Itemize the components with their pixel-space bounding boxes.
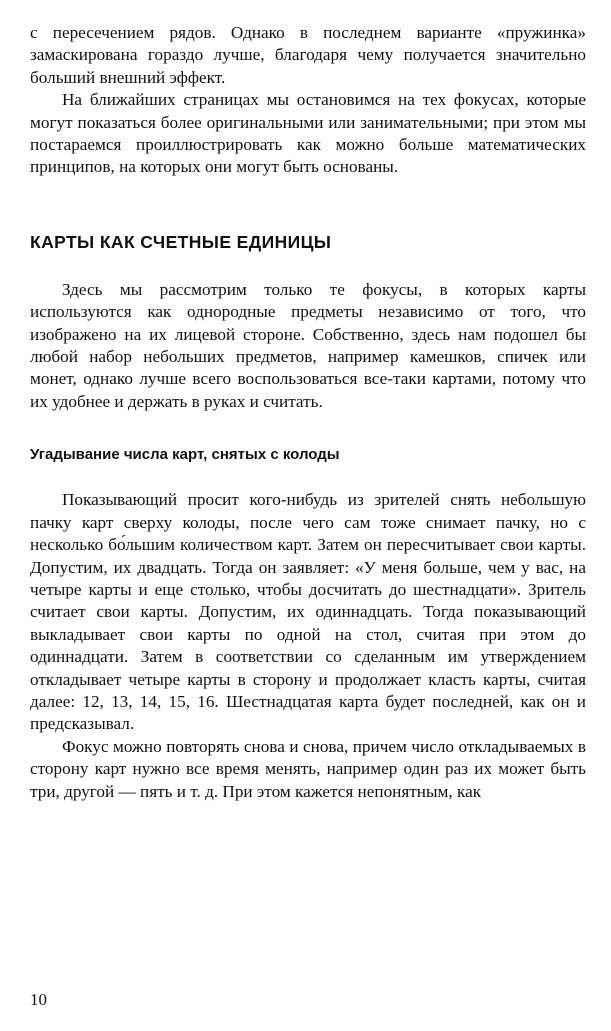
paragraph-continuation: с пересечением рядов. Однако в последнем варианте «пружинка» замаскирована гораздо лучше, благодаря чему получается значительно больший внешний эффект. [30, 23, 586, 87]
subsection-paragraph-2: Фокус можно повторять снова и снова, причем число откладываемых в сторону карт нужно все время менять, например один раз их может быть три, другой — пять и т. д. При этом кажется непонятным, как [30, 736, 586, 801]
paragraph-intro: На ближайших страницах мы остановимся на тех фокусах, которые могут показаться более оригинальными или занимательными; при этом мы постараемся проиллюстрировать как можно больше математических принципов, на которых они могут быть основаны. [30, 90, 586, 177]
page-number: 10 [30, 990, 47, 1009]
section-intro-paragraph: Здесь мы рассмотрим только те фокусы, в которых карты используются как однородные предметы независимо от того, что изображено на их лицевой стороне. Собственно, здесь нам подошел бы любой набор небольших предметов, например камешков, спичек или монет, однако лучше всего воспользоваться все-таки картами, потому что их удобнее и держать в руках и считать. [30, 279, 586, 411]
section-heading: КАРТЫ КАК СЧЕТНЫЕ ЕДИНИЦЫ [30, 231, 332, 252]
subsection-paragraph-1: Показывающий просит кого-нибудь из зрителей снять небольшую пачку карт сверху колоды, после чего сам тоже снимает пачку, но с несколько бо́льшим количеством карт. Затем он пересчитывает свои карты. Допустим, их двадцать. Тогда он заявляет: «У меня больше, чем у вас, на четыре карты и еще столько, чтобы досчитать до шестнадцати». Зритель считает свои карты. Допустим, их одиннадцать. Тогда показывающий выкладывает свои карты по одной на стол, считая при этом до одиннадцати. Затем в соответствии со сделанным им утверждением откладывает четыре карты в сторону и продолжает класть карты, считая далее: 12, 13, 14, 15, 16. Шестнадцатая карта будет последней, как он и предсказывал. [30, 490, 586, 734]
subsection-heading: Угадывание числа карт, снятых с колоды [30, 446, 340, 464]
book-page [30, 22, 586, 803]
